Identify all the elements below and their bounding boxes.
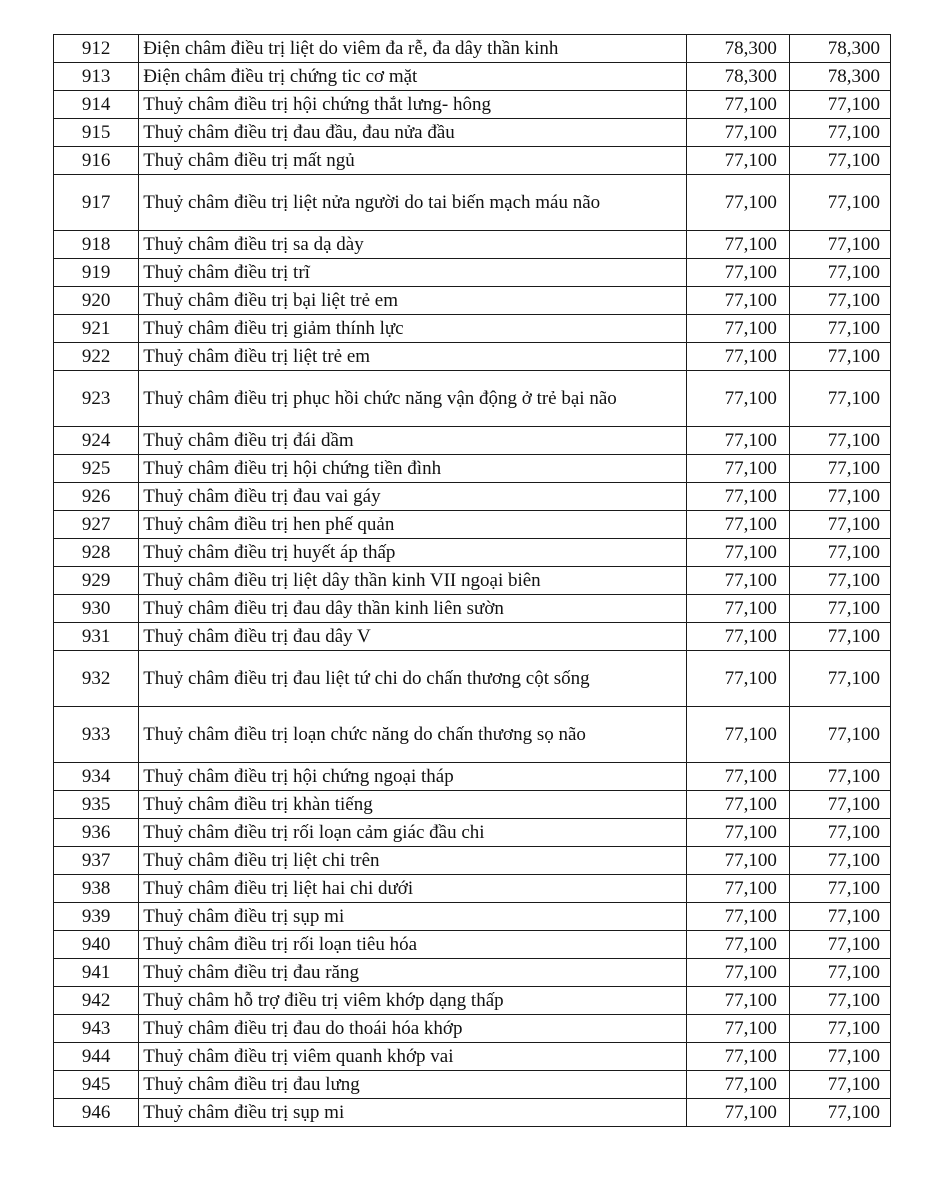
service-name-cell: Thuỷ châm điều trị đau dây V — [139, 623, 686, 651]
row-number-cell: 915 — [54, 119, 139, 147]
price-cell-1: 77,100 — [686, 343, 789, 371]
table-row — [54, 483, 891, 511]
price-cell-1: 77,100 — [686, 875, 789, 903]
price-cell-2: 77,100 — [789, 819, 890, 847]
table-row — [54, 931, 891, 959]
price-table-body — [54, 35, 891, 1127]
price-cell-2: 77,100 — [789, 315, 890, 343]
service-name-cell: Thuỷ châm điều trị sụp mi — [139, 1099, 686, 1127]
price-cell-2: 77,100 — [789, 903, 890, 931]
price-cell-2: 77,100 — [789, 175, 890, 231]
price-cell-1: 77,100 — [686, 91, 789, 119]
table-row — [54, 791, 891, 819]
table-row — [54, 455, 891, 483]
service-name-cell: Điện châm điều trị liệt do viêm đa rễ, đa dây thần kinh — [139, 35, 686, 63]
service-name-cell: Thuỷ châm điều trị hội chứng tiền đình — [139, 455, 686, 483]
row-number-cell: 943 — [54, 1015, 139, 1043]
table-row — [54, 987, 891, 1015]
row-number-cell: 912 — [54, 35, 139, 63]
table-row — [54, 903, 891, 931]
row-number-cell: 929 — [54, 567, 139, 595]
price-cell-2: 77,100 — [789, 931, 890, 959]
service-name-cell: Thuỷ châm điều trị sụp mi — [139, 903, 686, 931]
row-number-cell: 918 — [54, 231, 139, 259]
service-name-cell: Thuỷ châm điều trị liệt chi trên — [139, 847, 686, 875]
service-name-cell: Thuỷ châm điều trị trĩ — [139, 259, 686, 287]
table-row — [54, 1015, 891, 1043]
price-cell-1: 77,100 — [686, 707, 789, 763]
table-row — [54, 315, 891, 343]
service-name-cell: Thuỷ châm điều trị viêm quanh khớp vai — [139, 1043, 686, 1071]
price-cell-2: 77,100 — [789, 651, 890, 707]
row-number-cell: 922 — [54, 343, 139, 371]
price-cell-2: 77,100 — [789, 511, 890, 539]
price-cell-1: 77,100 — [686, 175, 789, 231]
row-number-cell: 940 — [54, 931, 139, 959]
price-cell-2: 77,100 — [789, 231, 890, 259]
table-row — [54, 427, 891, 455]
table-row — [54, 623, 891, 651]
price-cell-2: 77,100 — [789, 455, 890, 483]
price-cell-1: 77,100 — [686, 371, 789, 427]
row-number-cell: 921 — [54, 315, 139, 343]
row-number-cell: 916 — [54, 147, 139, 175]
row-number-cell: 933 — [54, 707, 139, 763]
service-name-cell: Thuỷ châm điều trị phục hồi chức năng vận động ở trẻ bại não — [139, 371, 686, 427]
service-name-cell: Thuỷ châm điều trị hen phế quản — [139, 511, 686, 539]
price-cell-1: 77,100 — [686, 119, 789, 147]
service-name-cell: Thuỷ châm điều trị hội chứng thắt lưng- hông — [139, 91, 686, 119]
row-number-cell: 923 — [54, 371, 139, 427]
price-cell-2: 77,100 — [789, 147, 890, 175]
price-cell-2: 77,100 — [789, 119, 890, 147]
service-name-cell: Thuỷ châm điều trị rối loạn cảm giác đầu chi — [139, 819, 686, 847]
price-cell-2: 77,100 — [789, 371, 890, 427]
table-row — [54, 91, 891, 119]
table-row — [54, 763, 891, 791]
service-name-cell: Thuỷ châm điều trị sa dạ dày — [139, 231, 686, 259]
table-row — [54, 651, 891, 707]
price-cell-2: 77,100 — [789, 875, 890, 903]
row-number-cell: 927 — [54, 511, 139, 539]
price-cell-1: 77,100 — [686, 987, 789, 1015]
table-row — [54, 539, 891, 567]
price-cell-2: 77,100 — [789, 567, 890, 595]
row-number-cell: 920 — [54, 287, 139, 315]
price-cell-2: 77,100 — [789, 427, 890, 455]
row-number-cell: 928 — [54, 539, 139, 567]
price-cell-1: 77,100 — [686, 147, 789, 175]
price-cell-2: 78,300 — [789, 35, 890, 63]
price-cell-1: 77,100 — [686, 287, 789, 315]
price-cell-2: 77,100 — [789, 1043, 890, 1071]
price-cell-2: 77,100 — [789, 847, 890, 875]
price-cell-1: 77,100 — [686, 651, 789, 707]
price-cell-1: 77,100 — [686, 847, 789, 875]
row-number-cell: 944 — [54, 1043, 139, 1071]
service-name-cell: Thuỷ châm điều trị liệt nửa người do tai biến mạch máu não — [139, 175, 686, 231]
service-name-cell: Thuỷ châm điều trị đau liệt tứ chi do chấn thương cột sống — [139, 651, 686, 707]
row-number-cell: 934 — [54, 763, 139, 791]
price-cell-1: 77,100 — [686, 903, 789, 931]
price-cell-1: 77,100 — [686, 1015, 789, 1043]
price-cell-2: 77,100 — [789, 91, 890, 119]
price-cell-2: 77,100 — [789, 623, 890, 651]
service-name-cell: Thuỷ châm điều trị đau răng — [139, 959, 686, 987]
table-row — [54, 259, 891, 287]
row-number-cell: 926 — [54, 483, 139, 511]
price-cell-1: 77,100 — [686, 455, 789, 483]
table-row — [54, 1099, 891, 1127]
price-cell-1: 77,100 — [686, 539, 789, 567]
price-cell-1: 77,100 — [686, 931, 789, 959]
service-name-cell: Thuỷ châm điều trị đái dầm — [139, 427, 686, 455]
table-row — [54, 119, 891, 147]
row-number-cell: 919 — [54, 259, 139, 287]
row-number-cell: 941 — [54, 959, 139, 987]
price-cell-2: 78,300 — [789, 63, 890, 91]
row-number-cell: 936 — [54, 819, 139, 847]
row-number-cell: 930 — [54, 595, 139, 623]
service-name-cell: Thuỷ châm hỗ trợ điều trị viêm khớp dạng thấp — [139, 987, 686, 1015]
row-number-cell: 914 — [54, 91, 139, 119]
row-number-cell: 913 — [54, 63, 139, 91]
price-cell-1: 77,100 — [686, 791, 789, 819]
service-name-cell: Thuỷ châm điều trị liệt dây thần kinh VII ngoại biên — [139, 567, 686, 595]
service-name-cell: Thuỷ châm điều trị hội chứng ngoại tháp — [139, 763, 686, 791]
price-cell-2: 77,100 — [789, 483, 890, 511]
table-row — [54, 371, 891, 427]
service-name-cell: Thuỷ châm điều trị giảm thính lực — [139, 315, 686, 343]
price-cell-1: 77,100 — [686, 595, 789, 623]
table-row — [54, 1043, 891, 1071]
price-cell-1: 77,100 — [686, 1043, 789, 1071]
service-name-cell: Thuỷ châm điều trị loạn chức năng do chấn thương sọ não — [139, 707, 686, 763]
row-number-cell: 932 — [54, 651, 139, 707]
price-cell-2: 77,100 — [789, 1015, 890, 1043]
price-cell-1: 77,100 — [686, 567, 789, 595]
service-name-cell: Thuỷ châm điều trị liệt trẻ em — [139, 343, 686, 371]
price-cell-2: 77,100 — [789, 987, 890, 1015]
table-row — [54, 847, 891, 875]
service-name-cell: Thuỷ châm điều trị rối loạn tiêu hóa — [139, 931, 686, 959]
price-cell-2: 77,100 — [789, 595, 890, 623]
row-number-cell: 931 — [54, 623, 139, 651]
price-cell-1: 77,100 — [686, 1099, 789, 1127]
table-row — [54, 147, 891, 175]
row-number-cell: 925 — [54, 455, 139, 483]
price-cell-1: 77,100 — [686, 483, 789, 511]
row-number-cell: 945 — [54, 1071, 139, 1099]
service-name-cell: Điện châm điều trị chứng tic cơ mặt — [139, 63, 686, 91]
table-row — [54, 287, 891, 315]
table-row — [54, 1071, 891, 1099]
price-cell-1: 77,100 — [686, 1071, 789, 1099]
row-number-cell: 938 — [54, 875, 139, 903]
price-cell-2: 77,100 — [789, 259, 890, 287]
service-name-cell: Thuỷ châm điều trị mất ngủ — [139, 147, 686, 175]
table-row — [54, 343, 891, 371]
table-row — [54, 511, 891, 539]
service-name-cell: Thuỷ châm điều trị huyết áp thấp — [139, 539, 686, 567]
price-table — [53, 34, 891, 1127]
row-number-cell: 946 — [54, 1099, 139, 1127]
service-name-cell: Thuỷ châm điều trị liệt hai chi dưới — [139, 875, 686, 903]
row-number-cell: 924 — [54, 427, 139, 455]
table-row — [54, 819, 891, 847]
service-name-cell: Thuỷ châm điều trị đau dây thần kinh liên sườn — [139, 595, 686, 623]
price-cell-2: 77,100 — [789, 959, 890, 987]
table-row — [54, 231, 891, 259]
table-row — [54, 595, 891, 623]
service-name-cell: Thuỷ châm điều trị khàn tiếng — [139, 791, 686, 819]
table-row — [54, 959, 891, 987]
price-cell-2: 77,100 — [789, 763, 890, 791]
table-row — [54, 175, 891, 231]
price-cell-1: 77,100 — [686, 623, 789, 651]
price-cell-1: 77,100 — [686, 959, 789, 987]
service-name-cell: Thuỷ châm điều trị đau lưng — [139, 1071, 686, 1099]
service-name-cell: Thuỷ châm điều trị đau do thoái hóa khớp — [139, 1015, 686, 1043]
price-cell-2: 77,100 — [789, 1099, 890, 1127]
row-number-cell: 942 — [54, 987, 139, 1015]
price-cell-1: 77,100 — [686, 231, 789, 259]
price-cell-1: 78,300 — [686, 35, 789, 63]
price-cell-2: 77,100 — [789, 539, 890, 567]
price-cell-1: 77,100 — [686, 315, 789, 343]
price-cell-1: 78,300 — [686, 63, 789, 91]
service-name-cell: Thuỷ châm điều trị đau vai gáy — [139, 483, 686, 511]
table-row — [54, 707, 891, 763]
table-row — [54, 63, 891, 91]
table-row — [54, 567, 891, 595]
price-cell-1: 77,100 — [686, 259, 789, 287]
row-number-cell: 939 — [54, 903, 139, 931]
row-number-cell: 937 — [54, 847, 139, 875]
price-cell-2: 77,100 — [789, 343, 890, 371]
table-row — [54, 35, 891, 63]
price-cell-2: 77,100 — [789, 707, 890, 763]
table-row — [54, 875, 891, 903]
price-cell-1: 77,100 — [686, 511, 789, 539]
row-number-cell: 935 — [54, 791, 139, 819]
price-cell-2: 77,100 — [789, 791, 890, 819]
service-name-cell: Thuỷ châm điều trị đau đầu, đau nửa đầu — [139, 119, 686, 147]
price-cell-2: 77,100 — [789, 1071, 890, 1099]
price-cell-1: 77,100 — [686, 427, 789, 455]
row-number-cell: 917 — [54, 175, 139, 231]
price-cell-1: 77,100 — [686, 819, 789, 847]
price-cell-2: 77,100 — [789, 287, 890, 315]
service-name-cell: Thuỷ châm điều trị bại liệt trẻ em — [139, 287, 686, 315]
price-cell-1: 77,100 — [686, 763, 789, 791]
